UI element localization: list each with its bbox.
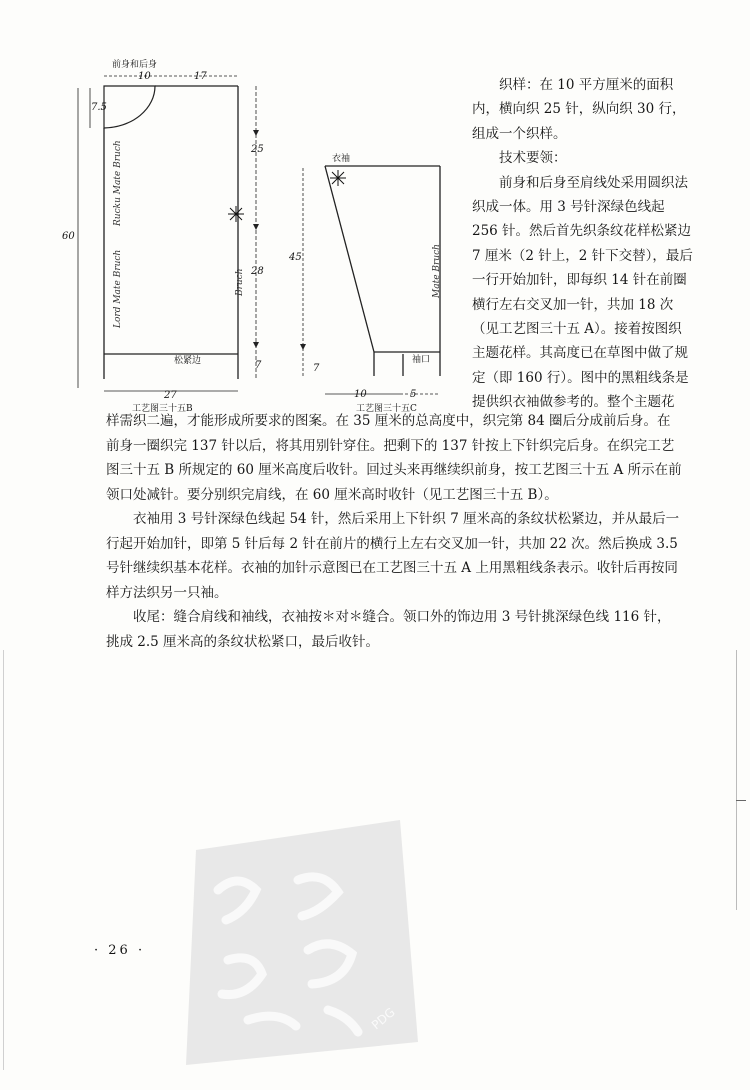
dim-rib: 7 <box>255 360 262 371</box>
front-back-title: 前身和后身 <box>112 60 158 70</box>
right-column-text <box>472 73 694 415</box>
sleeve-motif-text: Mate Bruch <box>432 244 442 298</box>
body-paragraph-2: 衣袖用 3 号针深绿色线起 54 针，然后采用上下针织 7 厘米高的条纹状松紧边，并从最后一行起开始加针，即第 5 针后每 2 针在前片的横行上左右交叉加一针，共加 22 次。然后换成 3.5 号针继续织基本花样。衣袖的加针示意图已在工艺图三十五 A 上用黑粗线条表示。收针后再按同样方法织另一只袖。 <box>106 511 680 601</box>
back-motif-text: Rucku Mate Bruch <box>113 140 123 226</box>
rib-band-label: 松紧边 <box>174 356 202 366</box>
body-paragraph-3: 收尾：缝合肩线和袖线，衣袖按＊对＊缝合。领口外的饰边用 3 号针挑深绿色线 116 针，挑成 2.5 厘米高的条纹状松紧口，最后收针。 <box>106 609 671 650</box>
sleeve-title: 衣袖 <box>332 154 351 164</box>
sleeve-dim-bottom-left: 10 <box>354 389 367 400</box>
margin-dash <box>736 800 746 801</box>
front-motif-text: Lord Mate Bruch <box>113 249 123 328</box>
dim-top-left: 10 <box>138 71 151 82</box>
pattern-diagrams <box>60 58 470 423</box>
cuff-label: 袖口 <box>412 355 431 365</box>
watermark-text: PDG <box>368 1005 398 1033</box>
dim-armhole: 25 <box>251 144 264 155</box>
sleeve-dim-bottom-right: 5 <box>410 389 417 400</box>
body-paragraph-1: 样需织二遍，才能形成所要求的图案。在 35 厘米的总高度中，织完第 84 圈后分成前后身。在前身一圈织完 137 针以后，将其用别针穿住。把剩下的 137 针按上下针织完后身。在织完工艺图三十五 B 所规定的 60 厘米高度后收针。回过头来再继续织前身，按工艺图三十五 A 所示在前领口处减针。要分别织完肩线，在 60 厘米高时收针（见工艺图三十五 B）。 <box>106 413 682 503</box>
dim-top-right: 17 <box>194 71 207 82</box>
left-margin-line <box>3 650 4 1070</box>
sleeve-dim-rib: 7 <box>313 363 320 374</box>
dim-total-height: 60 <box>62 231 75 242</box>
library-seal-watermark <box>178 820 418 1065</box>
page-number: · 26 · <box>94 943 146 958</box>
sleeve-caption: 工艺图三十五C <box>356 404 417 414</box>
bruch-text: Bruch <box>235 268 245 296</box>
right-paragraph-1: 织样：在 10 平方厘米的面积内，横向织 25 针，纵向织 30 行，组成一个织样。 <box>472 77 686 142</box>
dim-width: 27 <box>164 390 177 401</box>
right-paragraph-2: 技术要领： <box>499 150 567 167</box>
dim-body: 28 <box>251 266 264 277</box>
margin-line <box>736 650 737 910</box>
right-paragraph-3: 前身和后身至肩线处采用圆织法织成一体。用 3 号针深绿色线起 256 针。然后首先织条纹花样松紧边 7 厘米（2 针上，2 针下交替），最后一行开始加针，即每织 14 针在前圈横行左右交叉加一针，共加 18 次（见工艺图三十五 A）。接着按图织主题花样。其高度已在草图中做了规定（即 160 行）。图中的黑粗线条是提供织衣袖做参考的。整个主题花 <box>472 174 693 411</box>
front-back-caption: 工艺图三十五B <box>132 404 193 414</box>
dim-neck-drop: 7.5 <box>91 102 107 113</box>
body-text <box>106 409 682 654</box>
sleeve-dim-height: 45 <box>289 252 302 263</box>
diagram-lines <box>60 58 470 423</box>
